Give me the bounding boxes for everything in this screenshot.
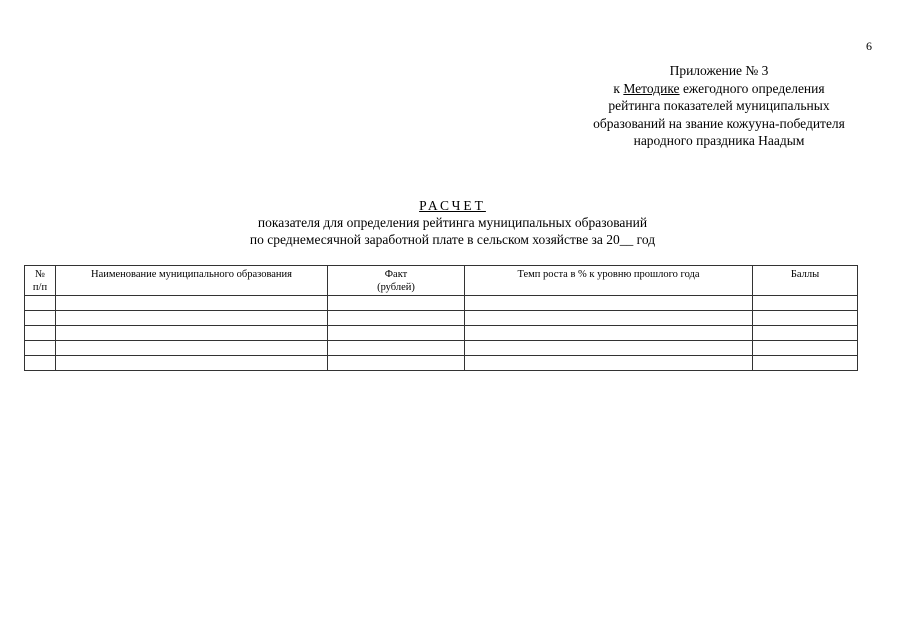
table-row — [25, 356, 858, 371]
appendix-line-2-suffix: ежегодного определения — [679, 80, 825, 96]
header-number-line-1: № — [34, 269, 46, 280]
header-name: Наименование муниципального образования — [56, 266, 328, 296]
appendix-line-5: народного праздника Наадым — [633, 133, 805, 148]
appendix-line-4: образований на звание кожууна-победителя — [593, 115, 845, 131]
calculation-table — [24, 265, 858, 371]
table-cell[interactable] — [328, 326, 465, 341]
document-heading — [0, 197, 905, 248]
table-cell[interactable] — [56, 311, 328, 326]
header-fact-line-2: (рублей) — [377, 282, 415, 293]
document-subtitle-2: по среднемесячной заработной плате в сельском хозяйстве за 20__ год — [249, 232, 656, 247]
table-cell[interactable] — [25, 311, 56, 326]
table-cell[interactable] — [328, 296, 465, 311]
header-number-line-2: п/п — [32, 282, 48, 293]
table-cell[interactable] — [465, 296, 753, 311]
table-cell[interactable] — [25, 296, 56, 311]
table-cell[interactable] — [753, 356, 858, 371]
header-fact-line-1: Факт — [384, 269, 408, 280]
table-cell[interactable] — [328, 311, 465, 326]
document-subtitle-1: показателя для определения рейтинга муниципальных образований — [257, 215, 648, 230]
appendix-line-2 — [560, 80, 878, 98]
table-cell[interactable] — [56, 356, 328, 371]
header-growth: Темп роста в % к уровню прошлого года — [465, 266, 753, 296]
table-cell[interactable] — [56, 341, 328, 356]
header-number — [25, 266, 56, 296]
table-cell[interactable] — [753, 341, 858, 356]
table-cell[interactable] — [25, 356, 56, 371]
document-title: РАСЧЕТ — [419, 198, 486, 213]
appendix-line-2-prefix: к — [613, 80, 624, 96]
header-points: Баллы — [753, 266, 858, 296]
table-row — [25, 341, 858, 356]
table-cell[interactable] — [465, 356, 753, 371]
page-number: 6 — [866, 39, 872, 53]
table-header-row — [25, 266, 858, 296]
table-row — [25, 296, 858, 311]
table-cell[interactable] — [56, 296, 328, 311]
appendix-line-3: рейтинга показателей муниципальных — [608, 98, 830, 113]
table-cell[interactable] — [328, 356, 465, 371]
table-cell[interactable] — [25, 326, 56, 341]
table-row — [25, 311, 858, 326]
appendix-line-1: Приложение № 3 — [669, 63, 769, 78]
table-cell[interactable] — [25, 341, 56, 356]
methodology-link[interactable]: Методике — [623, 80, 680, 96]
table-cell[interactable] — [465, 311, 753, 326]
table-cell[interactable] — [753, 296, 858, 311]
table-cell[interactable] — [753, 311, 858, 326]
table-cell[interactable] — [56, 326, 328, 341]
table-row — [25, 326, 858, 341]
table-cell[interactable] — [465, 326, 753, 341]
table-cell[interactable] — [465, 341, 753, 356]
table-cell[interactable] — [328, 341, 465, 356]
appendix-block — [560, 62, 878, 150]
table-cell[interactable] — [753, 326, 858, 341]
header-fact — [328, 266, 465, 296]
